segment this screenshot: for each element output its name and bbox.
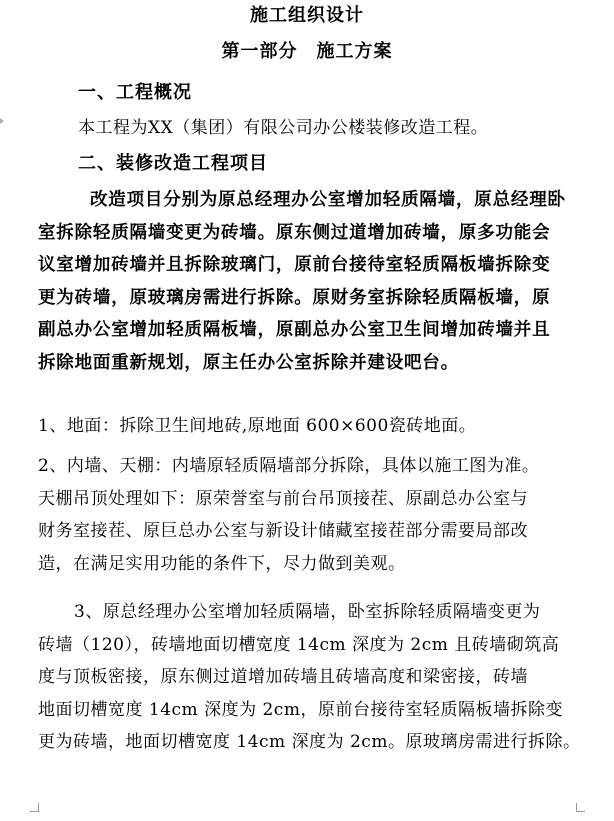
- paragraph-line: 1、地面：拆除卫生间地砖,原地面 600×600瓷砖地面。: [38, 416, 477, 436]
- section-heading-overview: 一、工程概况: [78, 82, 192, 103]
- page-corner-mark: [576, 803, 585, 812]
- paragraph-line: 本工程为XX（集团）有限公司办公楼装修改造工程。: [78, 118, 489, 138]
- document-title: 施工组织设计: [250, 5, 364, 26]
- paragraph-line: 度与顶板密接，原东侧过道增加砖墙且砖墙高度和梁密接，砖墙: [38, 667, 528, 687]
- page-corner-mark: [30, 803, 39, 812]
- part-title: 第一部分 施工方案: [221, 41, 393, 62]
- margin-arrow-icon: [0, 118, 4, 124]
- paragraph-line: 室拆除轻质隔墙变更为砖墙。原东侧过道增加砖墙，原多功能会: [38, 222, 551, 243]
- paragraph-line: 更为砖墙，原玻璃房需进行拆除。原财务室拆除轻质隔板墙，原: [38, 287, 551, 308]
- item-walls-ceiling: [38, 450, 586, 580]
- paragraph-line: 造，在满足实用功能的条件下，尽力做到美观。: [38, 553, 406, 574]
- paragraph-line: 2、内墙、天棚：内墙原轻质隔墙部分拆除，具体以施工图为准。: [38, 456, 540, 476]
- paragraph-line: 议室增加砖墙并且拆除玻璃门，原前台接待室轻质隔板墙拆除变: [38, 255, 551, 276]
- projects-bold-paragraph: [38, 184, 586, 380]
- item-floor: [38, 410, 586, 443]
- overview-paragraph: [78, 112, 586, 145]
- paragraph-line: 砖墙（120），砖墙地面切槽宽度 14cm 深度为 2cm 且砖墙砌筑高: [38, 634, 560, 655]
- paragraph-line: 拆除地面重新规划，原主任办公室拆除并建设吧台。: [38, 352, 459, 373]
- paragraph-line: 天棚吊顶处理如下：原荣誉室与前台吊顶接茬、原副总办公室与: [38, 488, 528, 509]
- section-heading-projects: 二、装修改造工程项目: [78, 153, 268, 174]
- item-partition-walls: [38, 596, 586, 759]
- paragraph-line: 3、原总经理办公室增加轻质隔墙，卧室拆除轻质隔墙变更为: [74, 602, 541, 622]
- paragraph-line: 更为砖墙，地面切槽宽度 14cm 深度为 2cm。原玻璃房需进行拆除。: [38, 732, 581, 752]
- paragraph-line: 改造项目分别为原总经理办公室增加轻质隔墙，原总经理卧: [90, 190, 566, 210]
- paragraph-line: 财务室接茬、原巨总办公室与新设计储藏室接茬部分需要局部改: [38, 521, 528, 541]
- paragraph-line: 地面切槽宽度 14cm 深度为 2cm，原前台接待室轻质隔板墙拆除变: [38, 699, 563, 720]
- paragraph-line: 副总办公室增加轻质隔板墙，原副总办公室卫生间增加砖墙并且: [38, 320, 551, 341]
